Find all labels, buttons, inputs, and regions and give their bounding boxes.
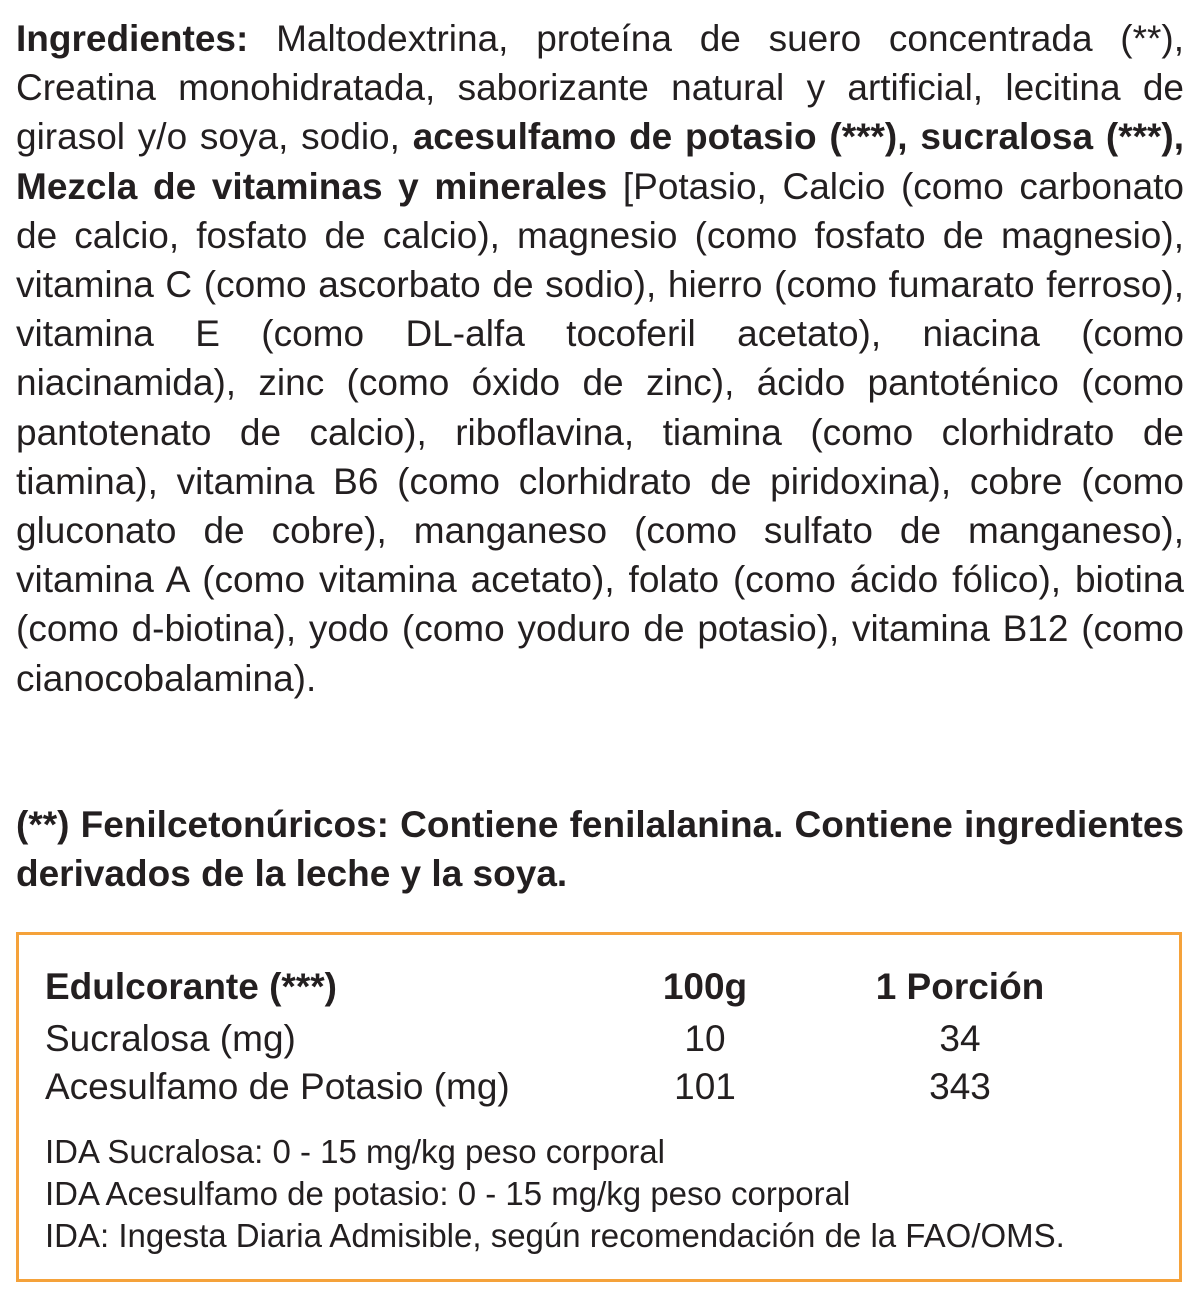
row-value-portion: 34 bbox=[939, 1018, 981, 1059]
ida-notes bbox=[45, 1131, 1165, 1257]
ingredients-text-1: Maltodextrina, proteína de suero concentrada (**), Creatina monohidratada, saborizante natural y artificial, lecitina de girasol y/o soya, sodio, bbox=[16, 18, 1184, 158]
header-portion: 1 Porción bbox=[875, 966, 1045, 1007]
row-value-portion: 343 bbox=[929, 1066, 991, 1107]
header-100g: 100g bbox=[662, 966, 748, 1007]
ingredients-paragraph bbox=[16, 14, 1184, 703]
ingredients-bold-text: acesulfamo de potasio (***), sucralosa (***), Mezcla de vitaminas y minerales bbox=[16, 116, 1184, 207]
ingredients-label: Ingredientes: bbox=[16, 18, 249, 59]
ingredients-text-2: [Potasio, Calcio (como carbonato de calcio, fosfato de calcio), magnesio (como fosfato de magnesio), vitamina C (como ascorbato de sodio), hierro (como fumarato ferroso), vitamina E (como DL-alfa tocoferil acetato), niacina (como niacinamida), zinc (como óxido de zinc), ácido pantoténico (como pantotenato de calcio), riboflavina, tiamina (como clorhidrato de tiamina), vitamina B6 (como clorhidrato de piridoxina), cobre (como gluconato de cobre), manganeso (como sulfato de manganeso), vitamina A (como vitamina acetato), folato (como ácido fólico), biotina (como d-biotina), yodo (como yoduro de potasio), vitamina B12 (como cianocobalamina). bbox=[16, 165, 1184, 699]
ida-note-sucralose: IDA Sucralosa: 0 - 15 mg/kg peso corporal bbox=[45, 1133, 665, 1170]
row-label: Acesulfamo de Potasio (mg) bbox=[45, 1066, 510, 1107]
row-value-100g: 10 bbox=[684, 1018, 726, 1059]
row-label: Sucralosa (mg) bbox=[45, 1018, 296, 1059]
header-sweetener: Edulcorante (***) bbox=[45, 966, 337, 1007]
sweetener-info-box bbox=[16, 932, 1182, 1282]
sweetener-table bbox=[45, 959, 1145, 1111]
ida-note-acesulfame: IDA Acesulfamo de potasio: 0 - 15 mg/kg peso corporal bbox=[45, 1175, 851, 1212]
table-row-sucralose bbox=[45, 1015, 1145, 1063]
row-value-100g: 101 bbox=[674, 1066, 736, 1107]
table-row-acesulfame bbox=[45, 1063, 1145, 1111]
sweetener-table-header bbox=[45, 959, 1145, 1015]
phenylketonuria-warning: (**) Fenilcetonúricos: Contiene fenilalanina. Contiene ingredientes derivados de la leche y la soya. bbox=[16, 804, 1184, 894]
ida-definition: IDA: Ingesta Diaria Admisible, según recomendación de la FAO/OMS. bbox=[45, 1217, 1065, 1254]
